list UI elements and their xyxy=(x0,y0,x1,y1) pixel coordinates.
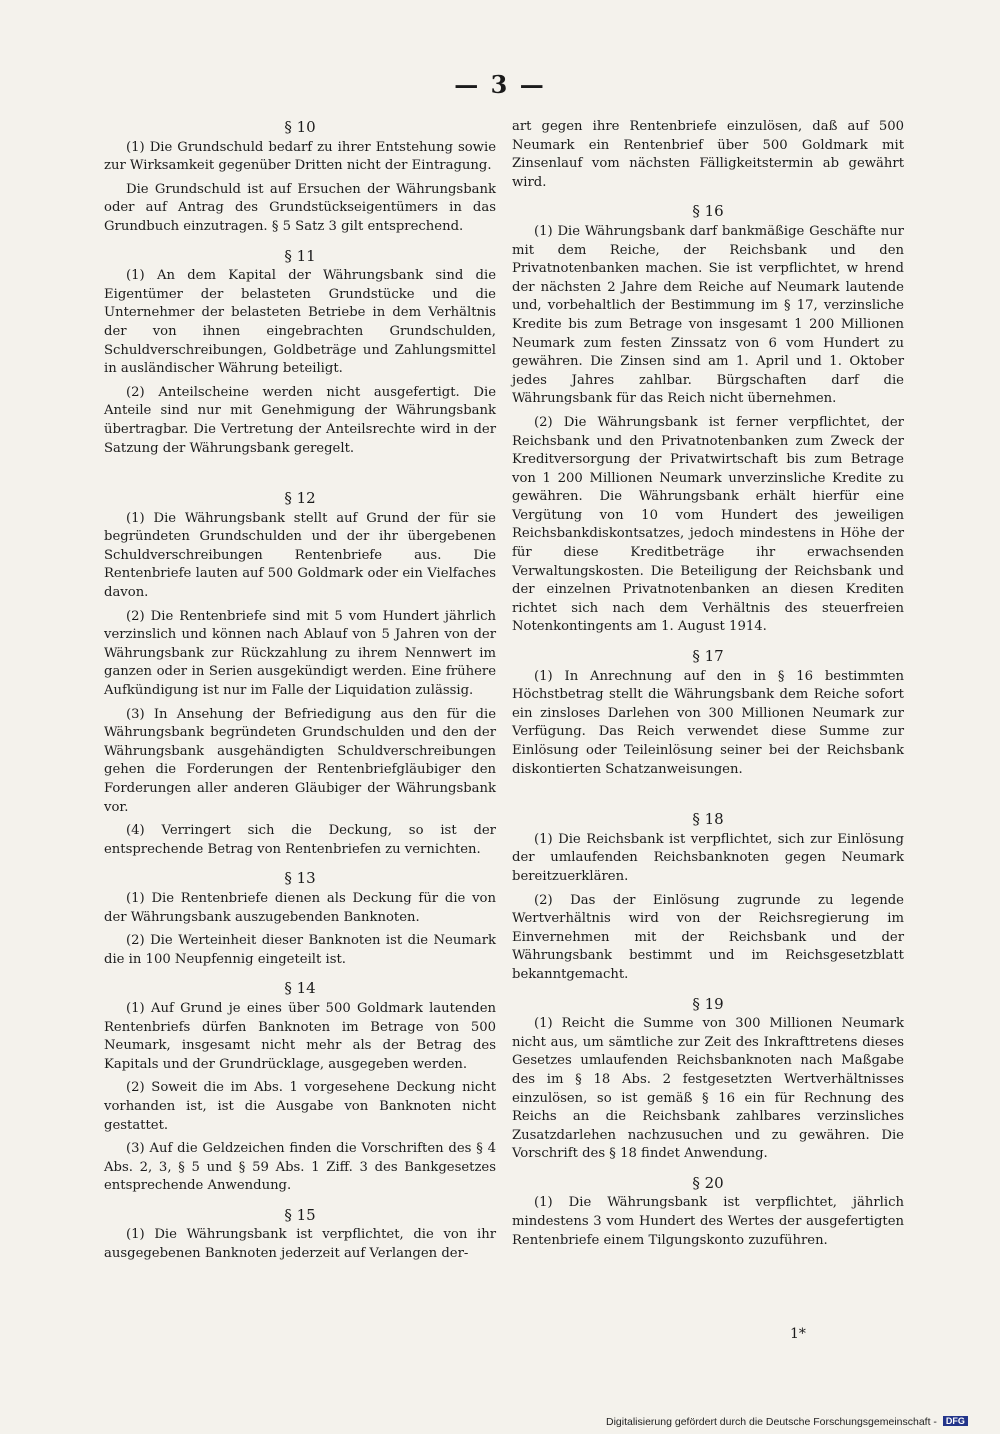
section-10-para-1: (1) Die Grundschuld bedarf zu ihrer Entstehung sowie zur Wirksamkeit gegenüber Dritten nicht der Eintragung. xyxy=(104,139,496,174)
section-11-heading: § 11 xyxy=(284,246,316,265)
section-12-heading: § 12 xyxy=(284,489,316,508)
section-14-para-1: (1) Auf Grund je eines über 500 Goldmark lautenden Rentenbriefs dürfen Banknoten im Betrage von 500 Neumark, insgesamt nicht mehr als der Betrag des Kapitals und der Grundrücklage, ausgegeben werden. xyxy=(104,1000,496,1072)
section-11-para-1: (1) An dem Kapital der Währungsbank sind die Eigentümer der belasteten Grundstücke und die Unternehmer der belasteten Betriebe in dem Verhältnis der von ihnen eingebrachten Grundschulden, Schuldverschreibungen, Goldbeträge und Zahlungsmittel in ausländischer Währung beteiligt. xyxy=(104,268,496,377)
section-18-heading: § 18 xyxy=(692,810,724,829)
section-16-para-2: (2) Die Währungsbank ist ferner verpflichtet, der Reichsbank und den Privatnotenbanken zum Zweck der Kreditversorgung der Privatwirtschaft bis zum Betrage von 1 200 Millionen Neumark unverzinsliche Kredite zu gewähren. Die Währungsbank erhält hierfür eine Vergütung von 10 vom Hundert des jeweiligen Reichsbankdiskontsatzes, jedoch mindestens in Höhe der für diese Kreditbeträge ihr erwachsenden Verwaltungskosten. Die Beteiligung der Reichsbank und der einzelnen Privatnotenbanken an diesen Krediten richtet sich nach dem Verhältnis des steuerfreien Notenkontingents am 1. August 1914. xyxy=(512,414,904,635)
dfg-logo: DFG xyxy=(943,1416,968,1426)
sheet-signature: 1* xyxy=(790,1326,806,1342)
section-12-para-2: (2) Die Rentenbriefe sind mit 5 vom Hundert jährlich verzinslich und können nach Ablauf von 5 Jahren von der Währungsbank zur Rückzahlung zu ihrem Nennwert im ganzen oder in Serien ausgekündigt werden. Eine frühere Aufkündigung ist nur im Falle der Liquidation zulässig. xyxy=(104,608,496,699)
section-17-heading: § 17 xyxy=(692,647,724,666)
section-20-heading: § 20 xyxy=(692,1173,724,1192)
section-14-heading: § 14 xyxy=(284,979,316,998)
section-16-para-1: (1) Die Währungsbank darf bankmäßige Geschäfte nur mit dem Reiche, der Reichsbank und den Privatnotenbanken machen. Sie ist verpflichtet, w hrend der nächsten 2 Jahre dem Reiche auf Neumark lautende und, vorbehaltlich der Bestimmung im § 17, verzinsliche Kredite bis zum Betrage von insgesamt 1 200 Millionen Neumark zum festen Zinssatz von 6 vom Hundert zu gewähren. Die Zinsen sind am 1. April und 1. Oktober jedes Jahres zahlbar. Bürgschaften darf die Währungsbank für das Reich nicht übernehmen. xyxy=(512,223,904,407)
section-16-heading: § 16 xyxy=(692,202,724,221)
section-14-para-3: (3) Auf die Geldzeichen finden die Vorschriften des § 4 Abs. 2, 3, § 5 und § 59 Abs. 1 Ziff. 3 des Bankgesetzes entsprechende Anwendung. xyxy=(104,1141,496,1194)
section-15-heading: § 15 xyxy=(284,1205,316,1224)
section-10-heading: § 10 xyxy=(284,118,316,136)
section-15-continuation: art gegen ihre Rentenbriefe einzulösen, daß auf 500 Neumark ein Rentenbrief über 500 Goldmark mit Zinsenlauf vom nächsten Fälligkeitstermin ab gewährt wird. xyxy=(512,119,904,190)
right-column xyxy=(512,118,904,1255)
section-12-para-1: (1) Die Währungsbank stellt auf Grund der für sie begründeten Grundschulden und der ihr übergebenen Schuldverschreibungen Rentenbriefe aus. Die Rentenbriefe lauten auf 500 Goldmark oder ein Vielfaches davon. xyxy=(104,510,496,601)
section-12-para-4: (4) Verringert sich die Deckung, so ist der entsprechende Betrag von Rentenbriefen zu vernichten. xyxy=(104,823,496,857)
section-13-para-2: (2) Die Werteinheit dieser Banknoten ist die Neumark die in 100 Neupfennig eingeteilt ist. xyxy=(104,933,496,967)
section-13-heading: § 13 xyxy=(284,869,316,888)
section-18-para-2: (2) Das der Einlösung zugrunde zu legende Wertverhältnis wird von der Reichsregierung im Einvernehmen mit der Reichsbank und der Währungsbank bestimmt und im Reichsgesetzblatt bekanntgemacht. xyxy=(512,892,904,982)
page-number: — 3 — xyxy=(454,70,546,99)
section-18-para-1: (1) Die Reichsbank ist verpflichtet, sich zur Einlösung der umlaufenden Reichsbanknoten gegen Neumark bereitzuerklären. xyxy=(512,831,904,884)
section-19-para-1: (1) Reicht die Summe von 300 Millionen Neumark nicht aus, um sämtliche zur Zeit des Inkrafttretens dieses Gesetzes umlaufenden Reichsbanknoten nach Maßgabe des im § 18 Abs. 2 festgesetzten Wertverhältnisses einzulösen, so ist gemäß § 16 ein für Rechnung des Reichs an die Reichsbank zahlbares verzinsliches Zusatzdarlehen nachzusuchen und zu gewähren. Die Vorschrift des § 18 findet Anwendung. xyxy=(512,1016,904,1162)
section-14-para-2: (2) Soweit die im Abs. 1 vorgesehene Deckung nicht vorhanden ist, ist die Ausgabe von Banknoten nicht gestattet. xyxy=(104,1080,496,1133)
section-12-para-3: (3) In Ansehung der Befriedigung aus den für die Währungsbank begründeten Grundschulden und den der Währungsbank ausgehändigten Schuldverschreibungen gehen die Forderungen der Rentenbriefgläubiger den Forderungen aller anderen Gläubiger der Währungsbank vor. xyxy=(104,706,496,815)
section-11-para-2: (2) Anteilscheine werden nicht ausgefertigt. Die Anteile sind nur mit Genehmigung der Währungsbank übertragbar. Die Vertretung der Anteilsrechte wird in der Satzung der Währungsbank geregelt. xyxy=(104,384,496,456)
digitization-footer xyxy=(606,1416,968,1428)
section-20-para-1: (1) Die Währungsbank ist verpflichtet, jährlich mindestens 3 vom Hundert des Wertes der ausgefertigten Rentenbriefe einem Tilgungskonto zuzuführen. xyxy=(512,1195,904,1248)
section-13-para-1: (1) Die Rentenbriefe dienen als Deckung für die von der Währungsbank auszugebenden Banknoten. xyxy=(104,890,496,925)
section-15-para-1: (1) Die Währungsbank ist verpflichtet, die von ihr ausgegebenen Banknoten jederzeit auf Verlangen der- xyxy=(104,1227,496,1262)
section-10-para-2: Die Grundschuld ist auf Ersuchen der Währungsbank oder auf Antrag des Grundstückseigentümers in das Grundbuch einzutragen. § 5 Satz 3 gilt entsprechend. xyxy=(104,181,496,234)
section-17-para-1: (1) In Anrechnung auf den in § 16 bestimmten Höchstbetrag stellt die Währungsbank dem Reiche sofort ein zinsloses Darlehen von 300 Millionen Neumark zur Verfügung. Das Reich verwendet diese Summe zur Einlösung oder Teileinlösung seiner bei der Reichsbank diskontierten Schatzanweisungen. xyxy=(512,668,904,777)
left-column xyxy=(104,118,496,1269)
footer-text: Digitalisierung gefördert durch die Deutsche Forschungsgemeinschaft - xyxy=(606,1416,937,1428)
section-19-heading: § 19 xyxy=(692,994,724,1013)
